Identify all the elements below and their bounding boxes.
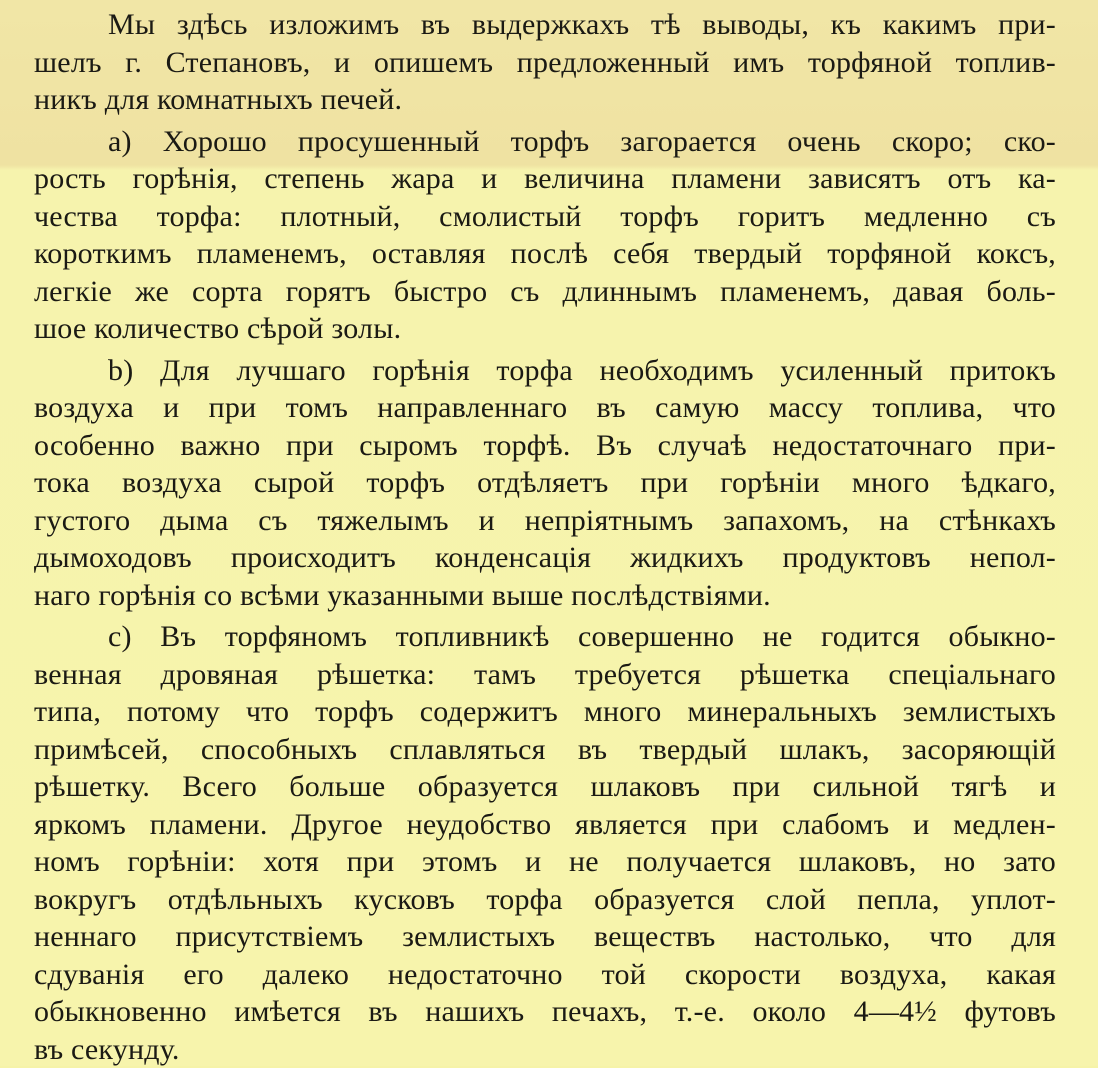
text-line: никъ для комнатныхъ печей. (34, 81, 1056, 119)
text-line: рость горѣнія, степень жара и величина пламени зависятъ отъ ка- (34, 160, 1056, 198)
text-line: b) Для лучшаго горѣнія торфа необходимъ усиленный притокъ (34, 352, 1056, 390)
text-line: наго горѣнія со всѣми указанными выше послѣдствіями. (34, 577, 1056, 615)
text-line: a) Хорошо просушенный торфъ загорается очень скоро; ско- (34, 123, 1056, 161)
text-line: сдуванія его далеко недостаточно той скорости воздуха, какая (34, 956, 1056, 994)
text-line: Мы здѣсь изложимъ въ выдержкахъ тѣ выводы, къ какимъ при- (34, 6, 1056, 44)
text-line: чества торфа: плотный, смолистый торфъ горитъ медленно съ (34, 198, 1056, 236)
text-line: рѣшетку. Всего больше образуется шлаковъ при сильной тягѣ и (34, 768, 1056, 806)
text-line: неннаго присутствіемъ землистыхъ веществъ настолько, что для (34, 918, 1056, 956)
text-line: примѣсей, способныхъ сплавляться въ твердый шлакъ, засоряющій (34, 731, 1056, 769)
text-line: типа, потому что торфъ содержитъ много минеральныхъ землистыхъ (34, 693, 1056, 731)
text-line: дымоходовъ происходитъ конденсація жидкихъ продуктовъ непол- (34, 539, 1056, 577)
text-line: густого дыма съ тяжелымъ и непріятнымъ запахомъ, на стѣнкахъ (34, 502, 1056, 540)
text-line: особенно важно при сыромъ торфѣ. Въ случаѣ недостаточнаго при- (34, 427, 1056, 465)
text-line: воздуха и при томъ направленнаго въ самую массу топлива, что (34, 389, 1056, 427)
text-line: шелъ г. Степановъ, и опишемъ предложенный имъ торфяной топлив- (34, 44, 1056, 82)
text-line: венная дровяная рѣшетка: тамъ требуется рѣшетка спеціальнаго (34, 656, 1056, 694)
text-line: въ секунду. (34, 1031, 1056, 1068)
paragraph-item-a (34, 123, 1056, 348)
text-line: легкіе же сорта горятъ быстро съ длиннымъ пламенемъ, давая боль- (34, 273, 1056, 311)
text-line: обыкновенно имѣется въ нашихъ печахъ, т.-е. около 4—4½ футовъ (34, 993, 1056, 1031)
text-line: c) Въ торфяномъ топливникѣ совершенно не годится обыкно- (34, 618, 1056, 656)
paragraph-item-c (34, 618, 1056, 1068)
text-line: короткимъ пламенемъ, оставляя послѣ себя твердый торфяной коксъ, (34, 235, 1056, 273)
text-line: вокругъ отдѣльныхъ кусковъ торфа образуется слой пепла, уплот- (34, 881, 1056, 919)
paragraph-intro (34, 6, 1056, 119)
text-line: шое количество сѣрой золы. (34, 310, 1056, 348)
paragraph-item-b (34, 352, 1056, 615)
text-line: номъ горѣніи: хотя при этомъ и не получается шлаковъ, но зато (34, 843, 1056, 881)
text-line: яркомъ пламени. Другое неудобство является при слабомъ и медлен- (34, 806, 1056, 844)
text-line: тока воздуха сырой торфъ отдѣляетъ при горѣніи много ѣдкаго, (34, 464, 1056, 502)
